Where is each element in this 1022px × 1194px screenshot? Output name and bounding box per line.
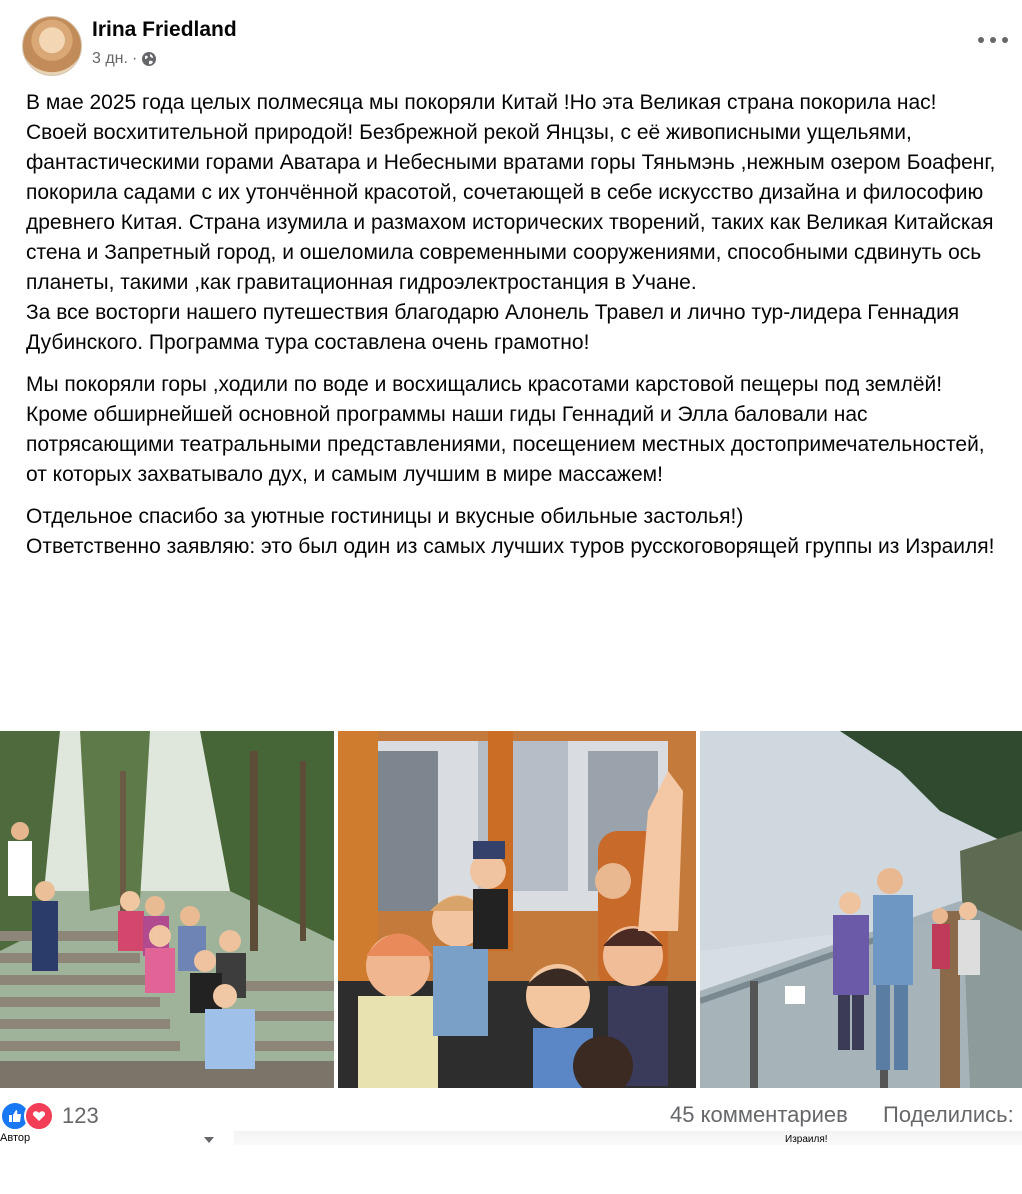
post-time[interactable]: 3 дн. — [92, 50, 128, 67]
author-label: Автор — [0, 1132, 31, 1144]
author-name[interactable]: Irina Friedland — [92, 18, 237, 41]
post-paragraph-2: Мы покоряли горы ,ходили по воде и восхищались красотами карстовой пещеры под землёй!Кроме обширнейшей основной программы наши гиды Геннадий и Элла баловали нас потрясающими театральными представлениями, посещением местных достопримечательностей, от которых захватывало дух, и самым лучшим в мире массажем! — [26, 373, 985, 486]
photo-skywalk[interactable] — [700, 731, 1022, 1088]
post-paragraph-1: В мае 2025 года целых полмесяца мы покоряли Китай !Но эта Великая страна покорила нас! Своей восхитительной природой! Безбрежной рекой Янцзы, с её живописными ущельями, фантастическими горами Аватара и Небесными вратами горы Тяньмэнь ,нежным озером Боафенг, покорила садами с их утончённой красотой, сочетающей в себе искусство дизайна и философию древнего Китая. Страна изумила и размахом исторических творений, таких как Великая Китайская стена и Запретный город, и ошеломила современными сооружениями, способными сдвинуть ось планеты, такими ,как гравитационная гидроэлектростанция в Учане. За все восторги нашего путешествия благодарю Алонель Травел и лично тур-лидера Геннадия Дубинского. Программа тура составлена очень грамотно! — [26, 91, 996, 354]
comment-preview-strip — [234, 1131, 1022, 1145]
love-icon — [24, 1101, 54, 1131]
reaction-count[interactable]: 123 — [62, 1103, 99, 1128]
photo-cable-car[interactable] — [338, 731, 696, 1088]
photo-stairs[interactable] — [0, 731, 334, 1088]
avatar[interactable] — [22, 16, 82, 76]
post-header — [18, 14, 1022, 78]
comments-count[interactable]: 45 комментариев — [670, 1102, 848, 1127]
globe-icon — [141, 51, 157, 67]
photo-grid — [0, 731, 1022, 1088]
post-body — [26, 88, 1001, 574]
reactions-bar[interactable] — [0, 1100, 99, 1132]
post-paragraph-3: Отдельное спасибо за уютные гостиницы и вкусные обильные застолья!) Ответственно заявляю: это был один из самых лучших туров русскоговорящей группы из Израиля! — [26, 505, 995, 558]
post-meta — [92, 50, 157, 68]
meta-separator: · — [131, 50, 138, 67]
shares-count[interactable]: Поделились: — [883, 1102, 1014, 1127]
comment-preview-text: Израиля! — [785, 1134, 828, 1145]
dropdown-icon[interactable] — [203, 1131, 215, 1139]
more-options-icon[interactable] — [978, 30, 1008, 50]
